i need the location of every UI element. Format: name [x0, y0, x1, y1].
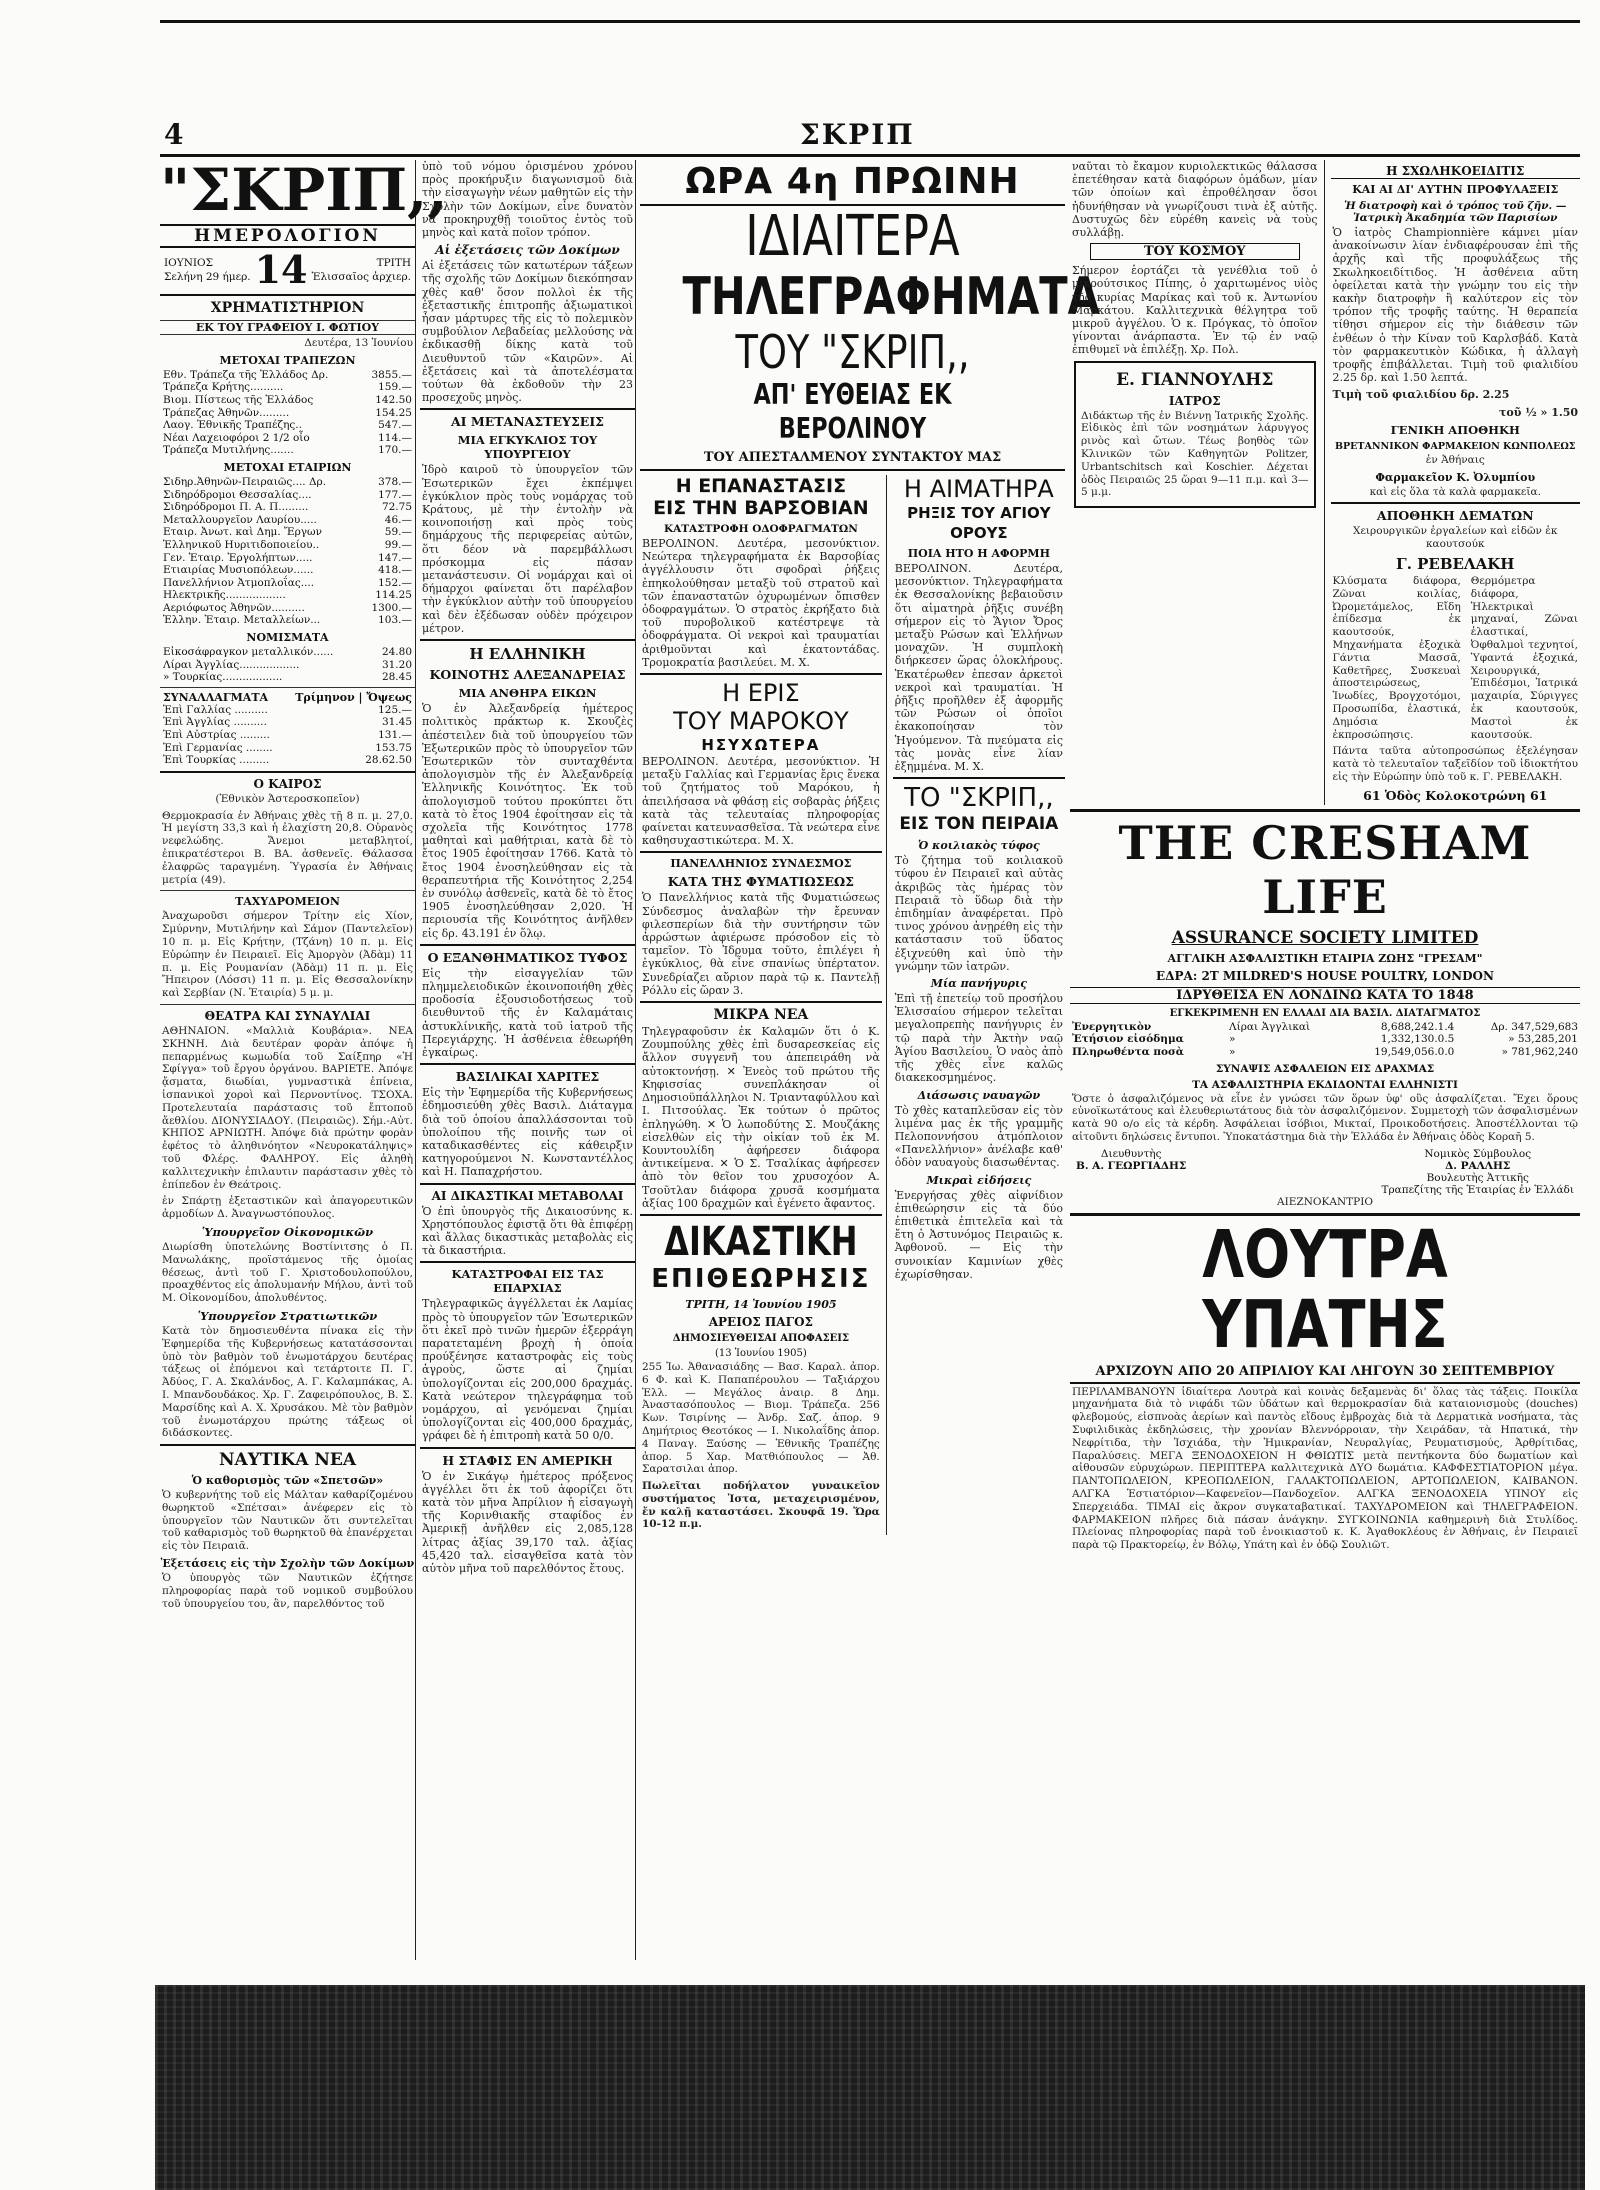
coin-row-value: 24.80	[381, 646, 412, 659]
ministry-finance-title: Ὑπουργεῖον Οἰκονομικῶν	[201, 1224, 374, 1239]
bank-row-value: 154.25	[375, 406, 412, 419]
bank-row-value: 170.—	[378, 444, 412, 457]
insurance-row	[1070, 1046, 1580, 1059]
page-number: 4	[164, 118, 184, 151]
insurance-signatures	[1076, 1148, 1574, 1196]
insurance-text: Ὅστε ὁ ἀσφαλιζόμενος νὰ εἶνε ἐν γνώσει τῶν ὅρων ὑφ' οὓς ἀσφαλίζεται. Ἔχει ὅρους εὐνοϊκωτάτους καὶ ἐλευθεριωτάτους διὰ τὸν ἀσφαλιζόμενον. Συμμετοχὴ τῶν ἀσφαλισμένων κατὰ 90 ο/ο εἰς τὰ κέρδη. Ἀσφάλειαι ἰσόβιοι, Μικταί, Προικοδοτήσεις. Ἀποστέλλονται τῷ αἰτοῦντι δηλώσεις ἔντυποι. Ὑποκατάστημα διὰ τὴν Ἑλλάδα ἐν Ἀθήναις ὁδὸς Κοραῆ 5.	[1072, 1092, 1578, 1143]
insurance-cell: 1,332,130.0.5	[1380, 1033, 1455, 1046]
bank-row-value: 114.—	[378, 431, 412, 444]
saint-of-day: Ἐλισσαῖος ἀρχιερ.	[311, 271, 411, 283]
fx-row-label: Ἐπὶ Γερμανίας ........	[163, 741, 273, 754]
company-row-value: 418.—	[378, 564, 412, 577]
fx-row	[163, 704, 412, 717]
post-text: Ἀναχωροῦσι σήμερον Τρίτην εἰς Χίον, Σμύρνην, Μυτιλήνην καὶ Σάμον (Παντελεῖον) 10 π. μ. Εἰς Κρήτην, (Τζάνη) 10 π. μ. Εἰς Εὐρώπην ἐν Πειραιεῖ. Εἰς Ἀμοργὸν (Ἀδὰμ) 11 π. μ. Εἰς Ρουμανίαν (Ἀδὰμ) 11 π. μ. Εἰς Ἤπειρον (Λόσσι) 11 π. μ. Εἰς Θεσσαλονίκην καὶ Σερβίαν (Ν. Ἑταιρία) 5 μ. μ.	[162, 910, 413, 1000]
exchange-subtitle: ΕΚ ΤΟΥ ΓΡΑΦΕΙΟΥ Ι. ΦΩΤΙΟΥ	[160, 320, 415, 335]
naval-text-2: Ὁ ὑπουργὸς τῶν Ναυτικῶν ἐζήτησε πληροφορίας παρὰ τοῦ νομικοῦ συμβούλου τοῦ ὑπουργείου του, ἂν, παρελθόντος τοῦ	[162, 1572, 413, 1610]
weather-subtitle: (Ἐθνικὸν Ἀστεροσκοπεῖον)	[215, 792, 360, 805]
bank-row	[163, 444, 412, 457]
wreck-subtitle: Διάσωσις ναυαγῶν	[917, 1088, 1041, 1102]
column-4	[1070, 160, 1580, 1960]
insurance-summary: ΣΥΝΑΨΙΣ ΑΣΦΑΛΕΙΩΝ ΕΙΣ ΔΡΑΧΜΑΣ	[1215, 1062, 1435, 1075]
company-row	[163, 489, 412, 502]
headline-1: ΙΔΙΑΙΤΕΡΑ	[745, 204, 960, 269]
company-row-value: 1300.—	[371, 601, 412, 614]
news-title: ΜΙΚΡΑ ΝΕΑ	[713, 1007, 809, 1024]
fx-header: ΣΥΝΑΛΛΑΓΜΑΤΑ Τρίμηνον | Ὄψεως	[163, 690, 412, 704]
price-line-2: τοῦ ½ » 1.50	[1499, 405, 1578, 419]
col4-intro: ναῦται τὸ ἔκαμον κυριολεκτικῶς θάλασσα ἐπετέθησαν κατὰ διαφόρων ὁμάδων, μίαν τῶν ὁποίων καὶ ἐπροθέλησαν ὅσοι ἠδυνήθησαν νὰ γνωρίζουσι τινὰ ἐξ αὐτῆς. Δυστυχῶς δὲν εὑρέθη κανεὶς νὰ τοὺς συλλάβῃ.	[1072, 160, 1318, 240]
bank-row	[163, 419, 412, 432]
company-row-label: Ηλεκτρικῆς..................	[163, 589, 286, 602]
day-number: 14	[254, 247, 308, 292]
bank-row	[163, 394, 412, 407]
coin-row-label: Εἰκοσάφραγκον μεταλλικόν......	[163, 646, 334, 659]
bank-row-value: 142.50	[375, 393, 412, 406]
court-subtitle-3: (13 Ἰουνίου 1905)	[715, 1347, 807, 1359]
athos-title: Η ΑΙΜΑΤΗΡΑ	[903, 475, 1054, 503]
coin-row-label: Λίραι Ἀγγλίας..................	[163, 658, 300, 671]
column-1	[160, 156, 448, 1960]
company-row-value: 103.—	[378, 614, 412, 627]
headline-2: ΤΗΛΕΓΡΑΦΗΜΑΤΑ	[682, 267, 1100, 327]
pins-right: Θερμόμετρα διάφορα, Ἠλεκτρικαὶ μηχαναί, Ζῶναι ἑλαστικαί, Ὀφθαλμοὶ τεχνητοί, Ὑφαντά ἐξοχικά, Χειρουργικά, Ἐπιδέσμοι, Ἰατρικά μαχαιρία, Σύριγγες ἐκ καουτσούκ, Μαστοὶ ἐκ καουτσούκ.	[1470, 575, 1578, 741]
insurance-subtitle: ASSURANCE SOCIETY LIMITED	[1171, 927, 1479, 948]
agent-title: ΓΕΝΙΚΗ ΑΠΟΘΗΚΗ	[1390, 422, 1520, 437]
moon-phase: Σελήνη 29 ήμερ.	[164, 271, 251, 283]
ministry-military-title: Ὑπουργεῖον Στρατιωτικῶν	[197, 1308, 378, 1323]
pins-title-2: Χειρουργικῶν ἐργαλείων καὶ εἰδῶν ἐκ καουτσούκ	[1353, 525, 1558, 551]
naval-subtitle-2: Ἐξετάσεις εἰς τὴν Σχολὴν τῶν Δοκίμων	[160, 1557, 415, 1571]
fx-col-1: Τρίμηνον	[295, 690, 355, 704]
pins-title: ΑΠΟΘΗΚΗ ΔΕΜΑΤΩΝ	[1376, 508, 1534, 524]
tb-text: Ὁ Πανελλήνιος κατὰ τῆς Φυματιώσεως Σύνδεσμος ἀναλαβὼν τὴν ἔρευναν φιλεσπερίων διὰ τὴν συντήρησιν τῶν ἀρρώστων ἀφιέρωσε πρόσοδον εἰς τὸ ταμεῖον. Τὸ Ἰδρυμα τοῦτο, ἐπιλέγει ἡ ἐγκύκλιος, θὰ εἶνε σπανίως ὑπέρτατον. Συνεδρίαζει αὔριον παρὰ τῷ κ. Παντελῇ Ρόλλυ εἰς ὥραν 3.	[642, 891, 880, 997]
exchange-date: Δευτέρα, 13 Ἰουνίου	[304, 337, 413, 349]
company-row	[163, 602, 412, 615]
company-row	[163, 476, 412, 489]
naval-text: Ὁ κυβερνήτης τοῦ εἰς Μάλταν καθαρίζομένου θωρηκτοῦ «Σπέτσαι» ἀνέφερεν εἰς τὸ ὑπουργεῖον τῶν Ναυτικῶν ὅτι συντελεῖται τοῦ καθαρισμὸς τοῦ θωρηκτοῦ θὰ ἐπανέρχεται εἰς τὸν Πειραιᾶ.	[162, 1489, 413, 1553]
small-news-subtitle: Μικραὶ εἰδήσεις	[926, 1173, 1032, 1187]
small-news-text: Ἐνεργήσας χθὲς αἰφνίδιον ἐπιθεώρησιν εἰς τὰ δύο ἐπιθετικὰ ἐπιτελεῖα καὶ τὰ ἔτη ὁ Ἀστυνόμος Πειραιῶς κ. Ἀφθονοῦ. — Εἰς τὴν συνοικίαν Καμινίων χθὲς ἐχωρίσθησαν.	[894, 1188, 1063, 1281]
court-subtitle: ΑΡΕΙΟΣ ΠΑΓΟΣ	[708, 1314, 814, 1329]
insurance-cell: Δρ. 347,529,683	[1490, 1020, 1578, 1033]
fx-col-2: Ὄψεως	[366, 690, 412, 704]
bank-row-value: 3855.—	[371, 368, 412, 381]
page-header	[160, 118, 1580, 157]
bank-row	[163, 432, 412, 445]
court-title: ΔΙΚΑΣΤΙΚΗ	[664, 1218, 858, 1265]
company-row-label: Εταιρ. Ἀνωτ. καὶ Δημ. Ἔργων	[163, 526, 323, 539]
weekday: ΤΡΙΤΗ	[376, 257, 411, 269]
fx-row	[163, 754, 412, 767]
fx-row-label: Ἐπὶ Ἀγγλίας ..........	[163, 716, 267, 729]
insurance-cell: » 53,285,201	[1508, 1033, 1578, 1046]
fx-row-label: Ἐπὶ Τουρκίας .........	[163, 754, 270, 767]
morocco-text: ΒΕΡΟΛΙΝΟΝ. Δευτέρα, μεσονύκτιον. Ἡ μεταξὺ Γαλλίας καὶ Γερμανίας ἔρις ἕνεκα τοῦ ζητήματος τοῦ Μαρόκου, ἡ ἀπειλήσασα νὰ φθάσῃ εἰς σοβαρὰς ῥήξεις κατὰ τὰς τελευταίας πληροφορίας φαίνεται κατευνασθεῖσα. Τὰ νεώτερα εἶνε καθησυχαστικώτερα. Μ. Χ.	[642, 755, 880, 848]
price-line: Τιμὴ τοῦ φιαλιδίου δρ. 2.25	[1332, 388, 1510, 402]
company-row-value: 59.—	[384, 526, 412, 539]
pins-owner: Γ. ΡΕΒΕΛΑΚΗ	[1396, 555, 1515, 574]
insurance-title: THE CRESHAM LIFE	[1118, 815, 1532, 924]
theatre-text: ΑΘΗΝΑΙΟΝ. «Μαλλιὰ Κουβάρια». ΝΕΑ ΣΚΗΝΗ. Διὰ δευτέραν φορὰν ἀπόψε ἡ πεπαρμένως κωμωδία τοῦ Σαίξπηρ «Ἡ Σφίγγα» τοῦ ἔργου ὀργάνου. ΒΑΡΙΕΤΕ. Ἀπόψε ᾄσματα, διωδίαι, γυμναστικὰ ἐπίνεια, ἰσπανικοὶ χοροὶ καὶ Περνοντίνος. ΤΣΟΧΑ. Προτελευταία παράστασις τοῦ ἔπτοποῦ ἄεθλίου. ΔΙΟΝΥΣΙΑΔΟΥ. (Πειραιῶς). Σήμ.-Αὐτ. ΚΗΠΟΣ ΑΡΝΙΩΤΗ. Ἀπόψε διὰ πρώτην φορὰν ἐφέτος τὸ ἀληθινόητον «Νευροκατάληψις» τοῦ Φλέρς. ΦΑΛΗΡΟΥ. Εἰς ἀληθὴ καλλιτεχνικὴν ἐπιλαυτιν παράστασιν χθὲς τὸ ἐπίπεδον ἐν Θεάτροις.	[162, 1024, 413, 1191]
insurance-cell: Πληρωθέντα ποσὰ	[1072, 1045, 1184, 1058]
community-subtitle: ΜΙΑ ΑΝΘΗΡΑ ΕΙΚΩΝ	[458, 686, 597, 701]
company-row-label: Σιδηρ.Ἀθηνῶν-Πειραιῶς.... Δρ.	[163, 475, 327, 488]
exams-text: Αἱ ἐξετάσεις τῶν κατωτέρων τάξεων τῆς σχολῆς τῶν Δοκίμων διεκόπησαν χθὲς καθ' ὅσον πολλοὶ ἐκ τῆς ἐξεταστικῆς ἐπιτροπῆς ἀξιωματικοὶ ἦσαν μάρτυρες τῆς εἰς τὸ πολεμικὸν συμβούλιον Λεβαδείας μελλούσης νὰ ἐκδικασθῇ δίκης κατὰ τοῦ Διευθυντοῦ τῶν «Καιρῶν». Αἱ ἐξετάσεις καὶ τὰ ἀποτελέσματα τούτων θὰ ἐκδοθοῦν τὴν 23 προσεχοῦς μηνὸς.	[422, 259, 633, 405]
director-name: Β. Α. ΓΕΩΡΓΙΑΔΗΣ	[1076, 1159, 1187, 1172]
warsaw-text: ΒΕΡΟΛΙΝΟΝ. Δευτέρα, μεσονύκτιον. Νεώτερα τηλεγραφήματα ἐκ Βαρσοβίας ἀγγέλλουσιν ὅτι σφοδραὶ ῥήξεις ἐπηκολούθησαν μεταξὺ τοῦ στρατοῦ καὶ τῶν ἐπαναστατῶν ὀχυρωμένων ὄπισθεν ὁδοφραγμάτων. Ὁ στρατὸς ἐκρήξατο διὰ τοῦ πυροβολικοῦ κατέστρεψε τὰ ὁδοφράγματα. Οἱ νεκροὶ καὶ τραυματίαι ἀριθμοῦνται καὶ ἑκατοντάδας. Τρομοκρατία βασιλεύει. Μ. Χ.	[642, 537, 880, 669]
fx-row-label: Ἐπὶ Αὐστρίας .........	[163, 729, 270, 742]
bank-row-label: Τράπεζα Κρήτης..........	[163, 381, 284, 394]
scan-grain	[155, 1985, 1585, 2190]
bank-row-label: Τράπεζα Μυτιλήνης.......	[163, 444, 294, 457]
tb-title-2: ΚΑΤΑ ΤΗΣ ΦΥΜΑΤΙΩΣΕΩΣ	[667, 874, 854, 890]
insurance-cell: 8,688,242.1.4	[1380, 1020, 1455, 1033]
pharm-subtitle: Ἡ διατροφὴ καὶ ὁ τρόπος τοῦ ζῆν. — Ἰατρικὴ Ἀκαδημία τῶν Παρισίων	[1344, 200, 1567, 224]
community-title-2: ΚΟΙΝΟΤΗΣ ΑΛΕΞΑΝΔΡΕΙΑΣ	[429, 667, 626, 683]
pharm-title: Η ΣΧΩΛΗΚΟΕΙΔΙΤΙΣ	[1331, 164, 1581, 179]
naval-title: ΝΑΥΤΙΚΑ ΝΕΑ	[218, 1450, 357, 1471]
banner-headline: ΩΡΑ 4η ΠΡΩΙΝΗ	[640, 160, 1065, 206]
morocco-title: Η ΕΡΙΣ	[722, 679, 800, 708]
ministry-military-text: Κατὰ τὸν δημοσιευθέντα πίνακα εἰς τὴν Ἐφημερίδα τῆς Κυβερνήσεως κατατάσσονται ὑπὸ τὸν βαθμὸν τοῦ ἐνωμοτάρχου δευτέρας τάξεως οἱ ἐπόμενοι καὶ τετάρτοιτε Π. Γ. Ἀδύος, Γ. Α. Σκαλάνδος, Α. Γ. Καλαμπάκας, Α. Ι. Μπανδουδάκος. Χρ. Γ. Ζαφειρόπουλος, Β. Σ. Μαρσίδης καὶ Α. Χ. Χρυσάκου. Μὲ τὸν βαθμὸν τοῦ ἐνωμοτάρχου πρώτης τάξεως οἱ διδάσκοντες.	[162, 1324, 413, 1440]
disaster-title: ΚΑΤΑΣΤΡΟΦΑΙ ΕΙΣ ΤΑΣ ΕΠΑΡΧΙΑΣ	[451, 1267, 604, 1296]
fx-row-label: Ἐπὶ Γαλλίας ..........	[163, 703, 268, 716]
insurance-row	[1070, 1021, 1580, 1034]
exams-title: Αἱ ἐξετάσεις τῶν Δοκίμων	[435, 243, 620, 258]
coin-row	[163, 646, 412, 659]
warsaw-subtitle: ΚΑΤΑΣΤΡΟΦΗ ΟΔΟΦΡΑΓΜΑΤΩΝ	[663, 523, 858, 535]
masthead: "ΣΚΡΙΠ,,	[160, 156, 448, 224]
insurance-cell: Ἐτήσιον εἰσόδημα	[1072, 1033, 1184, 1046]
scrip-piraeus-subtitle: Ὁ κοιλιακὸς τύφος	[918, 839, 1040, 853]
news-text: Τηλεγραφοῦσιν ἐκ Καλαμῶν ὅτι ὁ Κ. Ζουμπούλης χθὲς ἐπὶ δυσαρεσκείας εἰς ἄλλον συγγενῆ του ἀπεπειράθη νὰ αὐτοκτονήσῃ. ✕ Ἐνεὸς τοῦ πρώτου τῆς Κηφισσίας συνεπλάκησαν οἱ Δημοσιοϋπάλληλοι Ν. Τριανταφύλλου καὶ Ι. Πιτσούλας. Ἐκ τούτων ὁ πρῶτος ἐπληγώθη. ✕ Ὁ λωποδύτης Σ. Μουζάκης εἰσελθὼν εἰς τὴν οἰκίαν τοῦ ἐκ Μ. Κουντουλίδη ἀφήρεσεν διάφορα ἀντικείμενα. ✕ Ὁ Σ. Τσαλίκας ἀφήρεσεν ἀπὸ τὸν θεῖον του χρυσοχόον Α. Τσοῦτλαν διάφορα χρυσᾶ κοσμήματα ἀξίας 100 δραχμῶν καὶ ἐγένετο ἄφαντος.	[642, 1025, 880, 1210]
bank-label: Τραπεζίτης τῆς Ἑταιρίας ἐν Ἑλλάδι	[1381, 1183, 1574, 1196]
col4-top-row	[1070, 160, 1580, 805]
baths-subtitle: ΑΡΧΙΖΟΥΝ ΑΠΟ 20 ΑΠΡΙΛΙΟΥ ΚΑΙ ΛΗΓΟΥΝ 30 ΣΕΠΤΕΜΒΡΙΟΥ	[1070, 1364, 1580, 1384]
company-row	[163, 564, 412, 577]
disaster-text: Τηλεγραφικῶς ἀγγέλλεται ἐκ Λαμίας πρὸς τὸ ὑπουργεῖον τῶν Ἐσωτερικῶν ὅτι ἐκεῖ πρὸ τινῶν ἡμερῶν ἐξερράγη παρατεταμένη βροχὴ ἡ ὁποία προύξένησε καταστροφὰς εἰς τοὺς ἀγροὺς, ὥστε αἱ ζημίαι ὑπολογίζονται εἰς 200,000 δραχμάς. Κατὰ νεώτερον τηλεγράφημα τοῦ νομάρχου, αἱ γενόμεναι ζημίαι ὑπολογίζονται εἰς 400,000 δραχμάς, γράφει δὲ ἡ ἐπιτροπὴ κατὰ 50 0/0.	[422, 1297, 633, 1443]
insurance-table	[1070, 1021, 1580, 1059]
insurance-seat: ΕΔΡΑ: 2Τ MILDRED'S HOUSE POULTRY, LONDON	[1156, 968, 1494, 983]
community-title: Η ΕΛΛΗΝΙΚΗ	[469, 645, 586, 664]
insurance-row	[1070, 1033, 1580, 1046]
company-row-value: 378.—	[378, 475, 412, 488]
agent-title-4: Φαρμακεῖον Κ. Ὀλυμπίου	[1375, 470, 1536, 484]
counsel-name: Δ. ΡΑΛΛΗΣ	[1445, 1159, 1511, 1172]
court-subtitle-2: ΔΗΜΟΣΙΕΥΘΕΙΣΑΙ ΑΠΟΦΑΣΕΙΣ	[672, 1332, 850, 1344]
company-row-value: 46.—	[384, 513, 412, 526]
pins-lists	[1331, 575, 1581, 745]
company-row-label: Σιδηρόδρομοι Π. Α. Π.........	[163, 501, 309, 514]
column-2	[420, 160, 636, 1960]
bank-row-label: Νέαι Λαχειοφόροι 2 1/2 οἶο	[163, 431, 310, 444]
bank-row	[163, 381, 412, 394]
pins-note: Πάντα ταῦτα αὐτοπροσώπως ἐξελέγησαν κατὰ τὸ τελευταῖον ταξεῖδίον τοῦ ἰδιοκτήτου εἰς τὴν Εὐρώπην ὑπὸ τοῦ κ. Γ. ΡΕΒΕΛΑΚΗ.	[1332, 745, 1578, 783]
bank-row-value: 159.—	[378, 381, 412, 394]
agent-title-3: ἐν Ἀθήναις	[1425, 453, 1485, 466]
emigration-title: ΑΙ ΜΕΤΑΝΑΣΤΕΥΣΕΙΣ	[450, 414, 605, 430]
agent-title-5: καὶ εἰς ὅλα τὰ καλὰ φαρμακεῖα.	[1369, 485, 1541, 498]
company-row-label: Ετιαιρίας Μυσιοπόλεων......	[163, 564, 314, 577]
athos-subtitle: ΠΟΙΑ ΗΤΟ Η ΑΦΟΡΜΗ	[907, 547, 1050, 560]
banks-list	[160, 369, 415, 457]
warsaw-title-2: ΕΙΣ ΤΗΝ ΒΑΡΣΟΒΙΑΝ	[653, 497, 869, 519]
doctor-name: Ε. ΓΙΑΝΝΟΥΛΗΣ	[1116, 369, 1274, 390]
company-row	[163, 589, 412, 602]
bank-row-label: Λαογ. Ἐθνικῆς Τραπέζης..	[163, 419, 302, 432]
bank-row-label: Τράπεζας Ἀθηνῶν.........	[163, 406, 290, 419]
insurance-cell: »	[1229, 1045, 1236, 1058]
pharm-text: Ὁ ἰατρὸς Championnière κάμνει μίαν ἀνακοίνωσιν λίαν ἐνδιαφέρουσαν ἐπὶ τῆς ἀρχῆς καὶ τῆς προφυλάξεως τῆς Σκωληκοειδίτιδος. Ἡ ἀσθένεια αὕτη ὀφείλεται κατὰ τὴν γνώμην του εἰς τὴν κακὴν διατροφὴν ἢ καλύτερον εἰς τὸν τρόπον τῆς τροφῆς ταύτης. Ἡ θεραπεία τίθησι σήμερον εἰς τὴν διάθεσιν τῶν ἐνθέων ὁ τὴν Κίναν τοῦ Καρλσβάδ. Κατὰ τὸν φαρμακευτικὸν Κώδικα, ἡ ἀλλαγὴ τροφῆς ἐπιβάλλεται. Τιμὴ τοῦ φιαλιδίου 2.25 δρ. καὶ 1.50 λεπτά.	[1332, 226, 1578, 385]
fair-text: Ἐπὶ τῇ ἐπετείῳ τοῦ προσήλου Ἐλισσαίου σήμερον τελεῖται μεγαλοπρεπὴς πανήγυρις ἐν τῷ παρὰ τὴν Ἀκτὴν ναῷ Ἁγίου Βασιλείου. Ὁ ναὸς ἀπὸ τῆς χθὲς εἶνε καλῶς διακεκοσμημένος.	[894, 992, 1063, 1085]
wreck-text: Τὸ χθὲς καταπλεῦσαν εἰς τὸν λιμένα μας ἐκ τῆς γραμμῆς Πελοποννήσου ἀτμόπλοιον «Πανελλήνιον» ἀνέλαβε καθ' ὁδὸν ναυαγοὺς διασωθέντας.	[894, 1103, 1063, 1170]
doctor-text: Διδάκτωρ τῆς ἐν Βιέννῃ Ἰατρικῆς Σχολῆς. Εἰδικὸς ἐπὶ τῶν νοσημάτων λάρυγγος ρινὸς καὶ ὤτων. Τέως βοηθὸς τῶν Κλινικῶν τῶν Καθηγητῶν Politzer, Urbantschitsch καὶ Koschier. Δέχεται ὁδὸς Πειραιῶς 25 ὥραι 9—11 π.μ. καὶ 3—5 μ.μ.	[1081, 409, 1309, 499]
coin-row	[163, 671, 412, 684]
company-row	[163, 552, 412, 565]
insurance-cell: Ἐνεργητικὸν	[1072, 1020, 1152, 1033]
coins-list	[160, 646, 415, 684]
headline-3: ΤΟΥ "ΣΚΡΙΠ,,	[735, 325, 970, 379]
ministry-finance-text: Διωρίσθη ὑποτελώνης Βοστίνιτσης ὁ Π. Μανωλάκης, προϊστάμενος τῆς ὁμοίας θέσεως, ἀντὶ τοῦ Γ. Χριστοδουλοπούλου, προαχθέντος εἰς ἀπολυμανήν Μήλου, ἀντὶ τοῦ Μ. Οἰκονομίδου, ἀπολυθέντος.	[162, 1240, 413, 1305]
doctor-title: ΙΑΤΡΟΣ	[1168, 393, 1221, 408]
bank-row-label: Εθν. Τράπεζα τῆς Ἑλλάδος Δρ.	[163, 368, 329, 381]
insurance-approved: ΕΓΚΕΚΡΙΜΕΝΗ ΕΝ ΕΛΛΑΔΙ ΔΙΑ ΒΑΣΙΛ. ΔΙΑΤΑΓΜΑΤΟΣ	[1169, 1007, 1481, 1019]
companies-list	[160, 476, 415, 627]
company-row-value: 177.—	[378, 488, 412, 501]
typhus-text: Εἰς τὴν εἰσαγγελίαν τῶν πλημμελειοδικῶν ἐκοινοποιήθη χθὲς προδοσία ἐξουσιοδοτήσεως τοῦ διευθυντοῦ τῆς ἐν Καλαμάταις ἀστυκλίνικῆς, κατὰ τοῦ ἰατροῦ τῆς Περεγιάρχης. Ἡ ἀσθένεια ἐθεωρήθη ἐγκαίρως.	[422, 966, 633, 1059]
fx-row-value: 28.62.50	[365, 754, 412, 767]
company-row-value: 147.—	[378, 551, 412, 564]
bank-row	[163, 369, 412, 382]
judicial-text: Ὁ ἐπὶ ὑπουργὸς τῆς Δικαιοσύνης κ. Χρηστόπουλος ἐφιστᾷ ὅτι θὰ ἐπιφέρῃ καὶ ἄλλας δικαστικὰς μεταβολὰς εἰς τὰ δικαστήρια.	[422, 1204, 633, 1258]
company-row-value: 152.—	[378, 576, 412, 589]
tb-title: ΠΑΝΕΛΛΗΝΙΟΣ ΣΥΝΔΕΣΜΟΣ	[670, 857, 852, 871]
pins-left: Κλύσματα διάφορα, Ζῶναι κοιλίας, Ὠρομετάμελος, Εἴδη ἐπίδεσμα ἐκ καουτσούκ, Μηχανήματα ἐξοχικὰ Γάντια Μασσᾶ, Καθετῆρες, Συσκευαὶ ἀποστειρώσεως, Ἰνωδίες, Βρογχοτόμοι, Προσωπίδα, ἑλαστικά, Δημόσια ἐκπροσώπησις.	[1332, 575, 1461, 741]
company-row	[163, 501, 412, 514]
col2-intro: ὑπὸ τοῦ νόμου ὁρισμένου χρόνου πρὸς προκήρυξιν διαγωνισμοῦ διὰ τὴν εἰσαγωγὴν νέων μαθητῶν εἰς τὴν Σχολὴν τῶν Δοκίμων, εἶνε δυνατὸν νὰ προκηρυχθῇ τοιοῦτος ἐντὸς τοῦ μηνὸς καὶ κατὰ ποῖον τρόπον.	[422, 160, 633, 240]
typhus-title: Ο ΕΞΑΝΘΗΜΑΤΙΚΟΣ ΤΥΦΟΣ	[427, 949, 628, 965]
coin-row-value: 31.20	[381, 658, 412, 671]
company-row-label: Πανελλήνιον Ἀτμοπλοΐας....	[163, 576, 315, 589]
baths-title: ΛΟΥΤΡΑ ΥΠΑΤΗΣ	[1202, 1215, 1448, 1363]
emigration-subtitle: ΜΙΑ ΕΓΚΥΚΛΙΟΣ ΤΟΥ ΥΠΟΥΡΓΕΙΟΥ	[457, 433, 598, 462]
exchange-title: ΧΡΗΜΑΤΙΣΤΗΡΙΟΝ	[210, 300, 365, 316]
community-text: Ὁ ἐν Ἀλεξανδρείᾳ ἡμέτερος πολιτικὸς πράκτωρ κ. Σκουζὲς ἀπέστειλεν διὰ τοῦ ὑπουργείου τῶν Ἐξωτερικῶν πρὸς τὸ ὑπουργεῖον τῶν Ἐσωτερικῶν τὸν συνταχθέντα ἀπολογισμὸν τῆς ἐν Ἀλεξανδρείᾳ Ἑλληνικῆς Κοινότητος. Ἐκ τοῦ ἀπολογισμοῦ τούτου προκύπτει ὅτι κατὰ τὸ ἔτος 1904 ἐφοίτησαν εἰς τὰ σχολεῖα τῆς Κοινότητος 1778 μαθηταὶ καὶ μαθήτριαι, κατὰ δὲ τὸ ἔτος 1905 ἐφοίτησαν 1766. Κατὰ τὸ ἔτος 1904 ἐνοσηλεύθησαν εἰς τὰ θεραπευτήρια τῆς Κοινότητος 2,254 ἐν συνόλῳ ἀσθενεῖς, κατὰ δὲ τὸ ἔτος 1905 ἐνοσηλεύθησαν 2,020. Ἡ περιουσία τῆς Κοινότητος ἀνῆλθεν εἰς δρ. 43.191 ἐν ὅλῳ.	[422, 702, 633, 940]
scrip-piraeus-title-2: ΕΙΣ ΤΟΝ ΠΕΙΡΑΙΑ	[899, 814, 1059, 835]
fx-row	[163, 742, 412, 755]
top-rule	[160, 20, 1580, 23]
column-3	[640, 160, 1100, 1920]
bank-row	[163, 407, 412, 420]
fx-row	[163, 716, 412, 729]
fair-subtitle: Μία πανήγυρις	[930, 977, 1027, 991]
insurance-summary-2: ΤΑ ΑΣΦΑΛΙΣΤΗΡΙΑ ΕΚΔΙΔΟΝΤΑΙ ΕΛΛΗΝΙΣΤΙ	[1192, 1078, 1458, 1091]
coin-row-label: » Τουρκίας..................	[163, 671, 283, 684]
company-row-label: Ἑλλην. Ἐταιρ. Μεταλλείων...	[163, 614, 321, 627]
bank-row-value: 547.—	[378, 419, 412, 432]
insurance-cell: 19,549,056.0.0	[1374, 1045, 1455, 1058]
bank-name: ΑΙΕΖΝΟΚΑΝΤΡΙΟ	[1277, 1195, 1373, 1208]
insurance-cell: Λίραι Ἀγγλικαὶ	[1229, 1020, 1311, 1033]
royal-text: Εἰς τὴν Ἐφημερίδα τῆς Κυβερνήσεως ἐδημοσιεύθη χθὲς Βασιλ. Διάταγμα διὰ τοῦ ὁποίου ἀπαλλάσσονται τοῦ ὑπολοίπου τῆς ποινῆς των οἱ καταδικασθέντες εἰς κάθειρξιν κατηγορούμενοι Ν. Κωνσταντέλλος καὶ Η. Παπαχρήστου.	[422, 1086, 633, 1179]
calendar-title: ΗΜΕΡΟΛΟΓΙΟΝ	[160, 224, 415, 248]
insurance-founded: ΙΔΡΥΘΕΙΣΑ ΕΝ ΛΟΝΔΙΝΩ ΚΑΤΑ ΤΟ 1848	[1070, 987, 1580, 1004]
post-title: ΤΑΧΥΔΡΟΜΕΙΟΝ	[235, 895, 340, 909]
coin-row-value: 28.45	[381, 671, 412, 684]
court-note: Πωλεῖται ποδήλατον γυναικεῖον συστήματος Ἰστα, μεταχειρισμένον, ἔν καλῇ καταστάσει. Σκουφᾶ 19. Ὥρα 10-12 π.μ.	[642, 1480, 880, 1531]
theatre-title: ΘΕΑΤΡΑ ΚΑΙ ΣΥΝΑΥΛΙΑΙ	[204, 1008, 371, 1023]
scrip-piraeus-text: Τὸ ζήτημα τοῦ κοιλιακοῦ τύφου ἐν Πειραιεῖ καὶ αὐτὰς ἀκριβῶς τὰς ἡμέρας τὸν Πειραιᾶ τὸ ὕδωρ διὰ τὴν ἐπιδημίαν ἀναφέρεται. Πρὸ τινος χρόνου ἀνῃρέθη εἰς τὴν κατάστασιν τοῦ ὕδατος ἐξιχνεύθη καὶ ὑπὸ τὴν γνώμην τῶν ἰατρῶν.	[894, 854, 1063, 973]
company-row-label: Μεταλλουργεῖον Λαυρίου.....	[163, 513, 317, 526]
judicial-title: ΑΙ ΔΙΚΑΣΤΙΚΑΙ ΜΕΤΑΒΟΛΑΙ	[431, 1188, 624, 1203]
court-text: 255 Ἰω. Ἀθανασιάδης — Βασ. Καραλ. ἀπορ. 6 Φ. καὶ Κ. Παπαπέρουλου — Ταξιάρχου Ἐλλ. — Μεγάλος ἀναιρ. 8 Δημ. Ἀναστασόπουλος — Βιομ. Τράπεζα. 256 Κων. Τσιρίνης — Ἀνδρ. Σαζ. ἀπορ. 9 Δημήτριος Θεοτόκος — Ι. Νικολαΐδης ἀπορ. 4 Παναγ. Ξαύσης — Ἐθνικῆς Τραπέζης ἀπορ. 5 Χαρ. Ματθιόπουλος — Ἀθ. Σαρατσιλαι ἀπορ.	[642, 1360, 880, 1476]
athos-text: ΒΕΡΟΛΙΝΟΝ. Δευτέρα, μεσονύκτιον. Τηλεγραφήματα ἐκ Θεσσαλονίκης βεβαιοῦσιν ὅτι αἱματηρὰ ῥῆξις συνέβη σήμερον εἰς τὸ Ἅγιον Ὄρος μεταξὺ Ρώσων καὶ Ἑλλήνων μοναχῶν. Ἡ συμπλοκὴ διήρκεσεν ὥρας ὁλοκλήρους. Ἑκατέρωθεν ἐπεσαν ἀρκετοὶ νεκροὶ καὶ τραυματίαι. Ἡ ῥῆξις προῆλθεν ἐξ ἀφορμῆς τῶν Ρώσων οἱ ὁποῖοι ἐκακοποίησαν τὸν Ἡγούμενον. Τὰ πνεύματα εἰς τὰς μονὰς εἶνε λίαν ἐξημμένα. Μ. Χ.	[894, 562, 1063, 774]
company-row-label: Σιδηρόδρομοι Θεσσαλίας....	[163, 488, 312, 501]
counsel-label: Νομικὸς Σύμβουλος	[1424, 1147, 1532, 1160]
company-row	[163, 614, 412, 627]
america-text: Ὁ ἐν Σικάγῳ ἡμέτερος πρόξενος ἀγγέλλει ὅτι ἐκ τοῦ ἀφορίζει ὅτι κατὰ τὸν μῆνα Ἀπρίλιον ἡ εἰσαγωγὴ τῆς Κορινθιακῆς σταφίδος ἐν Ἀμερικῇ ἀνῆλθεν εἰς 2,085,128 λίτρας ἀξίας 39,170 ταλ. ἀξίας 45,420 ταλ. εἰσαγθεῖσα κατὰ τὸν αὐτὸν μῆνα τοῦ παρελθόντος ἔτους.	[422, 1469, 633, 1576]
pharm-title-2: ΚΑΙ ΑΙ ΔΙ' ΑΥΤΗΝ ΠΡΟΦΥΛΑΞΕΙΣ	[1352, 183, 1559, 196]
insurance-cell: » 781,962,240	[1501, 1045, 1578, 1058]
fx-row	[163, 729, 412, 742]
company-row	[163, 577, 412, 590]
company-row-value: 72.75	[381, 501, 412, 514]
company-row-label: Αεριόφωτος Ἀθηνῶν..........	[163, 601, 305, 614]
baths-text: ΠΕΡΙΛΑΜΒΑΝΟΥΝ ἰδιαίτερα Λουτρὰ καὶ κοινὰς δεξαμενὰς δι' ὅλας τὰς τάξεις. Ποικίλα μηχανήματα διὰ τὸ νιφάδι τῶν ὑδάτων καὶ θερμοκρασίαν διὰ καταιονισμοὺς (douches) φλεβομούς, εἰσπνοὰς ἀερίων καὶ παντὸς εἴδους ἐμβροχὰς διὰ τὰ Δερματικὰ νοσήματα, τὰς Συφιλιδικὰς ἐκδηλώσεις, τὴν χρονίαν Βλεννόρροιαν, τὴν Χειράδαν, τὰ Ηπατικά, τὴν Νεφρίτιδα, τὴν Ἰσχιάδα, τὴν Ἡμικρανίαν, Νευραλγίας, Ρευματισμούς, Ἀρθρίτιδας, Παραλύσεις. ΜΕΓΑ ΞΕΝΟΔΟΧΕΙΟΝ Η ΦΘΙΩΤΙΣ μετὰ πεντήκοντα δύο δωματίων καὶ αἰθουσῶν εὐρυχώρων. ΠΕΡΙΠΤΕΡΑ καλλιτεχνικὰ ΔΥΟ δωμάτια. ΚΑΦΦΕΣΤΙΑΤΟΡΙΟΝ μέγα. ΠΑΝΤΟΠΩΛΕΙΟΝ, ΚΡΕΟΠΩΛΕΙΟΝ, ΓΑΛΑΚΤΟΠΩΛΕΙΟΝ, ΑΡΤΟΠΩΛΕΙΟΝ, ΚΑΙΒΑΝΟΝ. ΑΛΓΚΑ Ἑστιατόριον—Καφενεῖον—Πανδοχεῖον. ΑΛΓΚΑ ΞΕΝΟΔΟΧΕΙΑ ΥΠΝΟΥ εἰς Σπερχειάδα. ΤΙΜΑΙ εἰς ἄκρον συγκαταβατικαί. ΤΑΧΥΔΡΟΜΕΙΟΝ καὶ ΤΗΛΕΓΡΑΦΕΙΟΝ. ΦΑΡΜΑΚΕΙΟΝ πλῆρες διὰ πάσαν ἀνάγκην. ΣΥΓΚΟΙΝΩΝΙΑ καθημερινὴ διὰ Στυλίδος. Πλείονας πληροφορίας παρὰ τοῦ ἐνοικιαστοῦ κ. Κ. Ἀγαθοκλέους ἐν Ἀθήναις, ἐν Πειραιεῖ παρὰ τῷ Πρακτορείῳ, ἐν Βόλῳ, Υπάτη καὶ ἐν ὁδῷ Σουλιῶτ.	[1072, 1385, 1578, 1552]
company-row-label: Ἑλληνικοῦ Ηυριτιδοποιείου..	[163, 538, 320, 551]
athos-title-2: ΡΗΞΙΣ ΤΟΥ ΑΓΙΟΥ ΟΡΟΥΣ	[907, 504, 1051, 542]
morocco-title-3: ΗΣΥΧΩΤΕΡΑ	[701, 736, 821, 755]
insurance-cell: »	[1229, 1033, 1236, 1046]
fx-title: ΣΥΝΑΛΛΑΓΜΑΤΑ	[163, 690, 269, 704]
company-row-value: 99.—	[384, 538, 412, 551]
bank-row-label: Βιομ. Πίστεως τῆς Ἑλλάδος	[163, 393, 314, 406]
company-row	[163, 539, 412, 552]
royal-title: ΒΑΣΙΛΙΚΑΙ ΧΑΡΙΤΕΣ	[455, 1069, 600, 1085]
fx-row-value: 153.75	[375, 741, 412, 754]
company-row-value: 114.25	[375, 589, 412, 602]
court-date: ΤΡΙΤΗ, 14 Ἰουνίου 1905	[685, 1297, 837, 1311]
month: ΙΟΥΝΙΟΣ	[164, 257, 214, 269]
emigration-text: Ἰδρὸ καιροῦ τὸ ὑπουργεῖον τῶν Ἐσωτερικῶν ἔχει ἐκπέμψει ἐγκύκλιον πρὸς τοὺς νομάρχας τοῦ Κράτους, μὲ τὴν ἐντολὴν νὰ κοινοποιήσῃ καὶ πρὸς τοὺς δημάρχους τῆς περιφερείας αὐτῶν, ὅτι δέον νὰ παρεμβάλλωσι πρόσκομμα εἰς πάσαν μετανάστευσιν. Οἱ νομάρχαι καὶ οἱ δήμαρχοι φαίνεται ὅτι παρέλαβον τὴν ἐγκύκλιον αὐτὴν τοῦ ὑπουργείου καὶ δὲν ἐξέδωσαν οὐδὲν πρόχειρον μέτρον.	[422, 463, 633, 635]
scrip-piraeus-title: ΤΟ "ΣΚΡΙΠ,,	[904, 783, 1054, 814]
world-text: Σήμερον ἑορτάζει τὰ γενέθλια τοῦ ὁ μικρούτσικος Πίπης, ὁ χαριτωμένος υἱὸς τῆς κυρίας Μαρίκας καὶ τοῦ κ. Ἀντωνίου Μαρκάτου. Καλλιτεχνικὰ θέλγητρα τοῦ μικροῦ ἀγγέλου. Ὁ κ. Πρόγκας, τὸ ὁποῖον γίνονται ἀνάρπαστα. Ἐν τῷ ἐν ναῷ ἐπιθυμεῖ νὰ ἐπιλέξῃ. Χρ. Πολ.	[1072, 264, 1318, 357]
world-title: ΤΟΥ ΚΟΣΜΟΥ	[1090, 243, 1300, 260]
appointments-text: ἐν Σπάρτῃ ἐξεταστικῶν καὶ ἀπαγορευτικῶν ἀρμοδίων Δ. Ἀναγνωστόπουλος.	[162, 1195, 413, 1221]
director-label: Διευθυντὴς	[1100, 1147, 1162, 1160]
pins-address: 61 Ὁδὸς Κολοκοτρώνη 61	[1363, 787, 1548, 803]
date-block	[164, 247, 411, 292]
fx-row-value: 31.45	[381, 716, 412, 729]
fx-row-value: 131.—	[378, 729, 412, 742]
america-title: Η ΣΤΑΦΙΣ ΕΝ ΑΜΕΡΙΚΗ	[442, 1452, 613, 1468]
warsaw-title: Η ΕΠΑΝΑΣΤΑΣΙΣ	[675, 475, 847, 497]
company-row	[163, 526, 412, 539]
headline-4: ΑΠ' ΕΥΘΕΙΑΣ ΕΚ ΒΕΡΟΛΙΝΟΥ	[753, 378, 952, 445]
insurance-greek: ΑΓΓΛΙΚΗ ΑΣΦΑΛΙΣΤΙΚΗ ΕΤΑΙΡΙΑ ΖΩΗΣ "ΓΡΕΣΑΜ"	[1167, 951, 1483, 965]
headline-5: ΤΟΥ ΑΠΕΣΤΑΛΜΕΝΟΥ ΣΥΝΤΑΚΤΟΥ ΜΑΣ	[640, 450, 1065, 471]
court-title-2: ΕΠΙΘΕΩΡΗΣΙΣ	[651, 1263, 871, 1294]
banks-title: ΜΕΤΟΧΑΙ ΤΡΑΠΕΖΩΝ	[219, 353, 356, 367]
weather-text: Θερμοκρασία ἐν Ἀθήναις χθὲς τῇ 8 π. μ. 27,0. Ἡ μεγίστη 33,3 καὶ ἡ ἐλαχίστη 20,8. Οὐρανὸς νεφελώδης. Ἄνεμοι μεταβλητοί, ἐπικρατέστεροι Β. ΒΑ. ἀσθενεῖς. Θάλασσα ἐλαφρῶς ταραγμένη. Ὑγρασία ἐν Ἀθήναις μετρία (49).	[162, 809, 413, 886]
doctor-ad	[1074, 361, 1316, 509]
company-row	[163, 514, 412, 527]
naval-subtitle: Ὁ καθορισμὸς τῶν «Σπετσῶν»	[191, 1474, 384, 1488]
counsel-role: Βουλευτὴς Ἀττικῆς	[1426, 1171, 1529, 1184]
company-row-label: Γεν. Ἑταιρ. Ἐργολήπτων.....	[163, 551, 313, 564]
coins-title: ΝΟΜΙΣΜΑΤΑ	[246, 631, 329, 645]
companies-title: ΜΕΤΟΧΑΙ ΕΤΑΙΡΙΩΝ	[223, 460, 352, 474]
coin-row	[163, 659, 412, 672]
weather-title: Ο ΚΑΙΡΟΣ	[253, 776, 322, 791]
agent-title-2: ΒΡΕΤΑΝΝΙΚΟΝ ΦΑΡΜΑΚΕΙΟΝ ΚΩΝΠΟΛΕΩΣ	[1334, 440, 1576, 452]
fx-row-value: 125.—	[378, 703, 412, 716]
running-title: ΣΚΡΙΠ	[800, 118, 915, 151]
morocco-title-2: ΤΟΥ ΜΑΡΟΚΟΥ	[673, 707, 849, 736]
telegram-row	[640, 475, 1065, 1535]
fx-list	[160, 704, 415, 767]
